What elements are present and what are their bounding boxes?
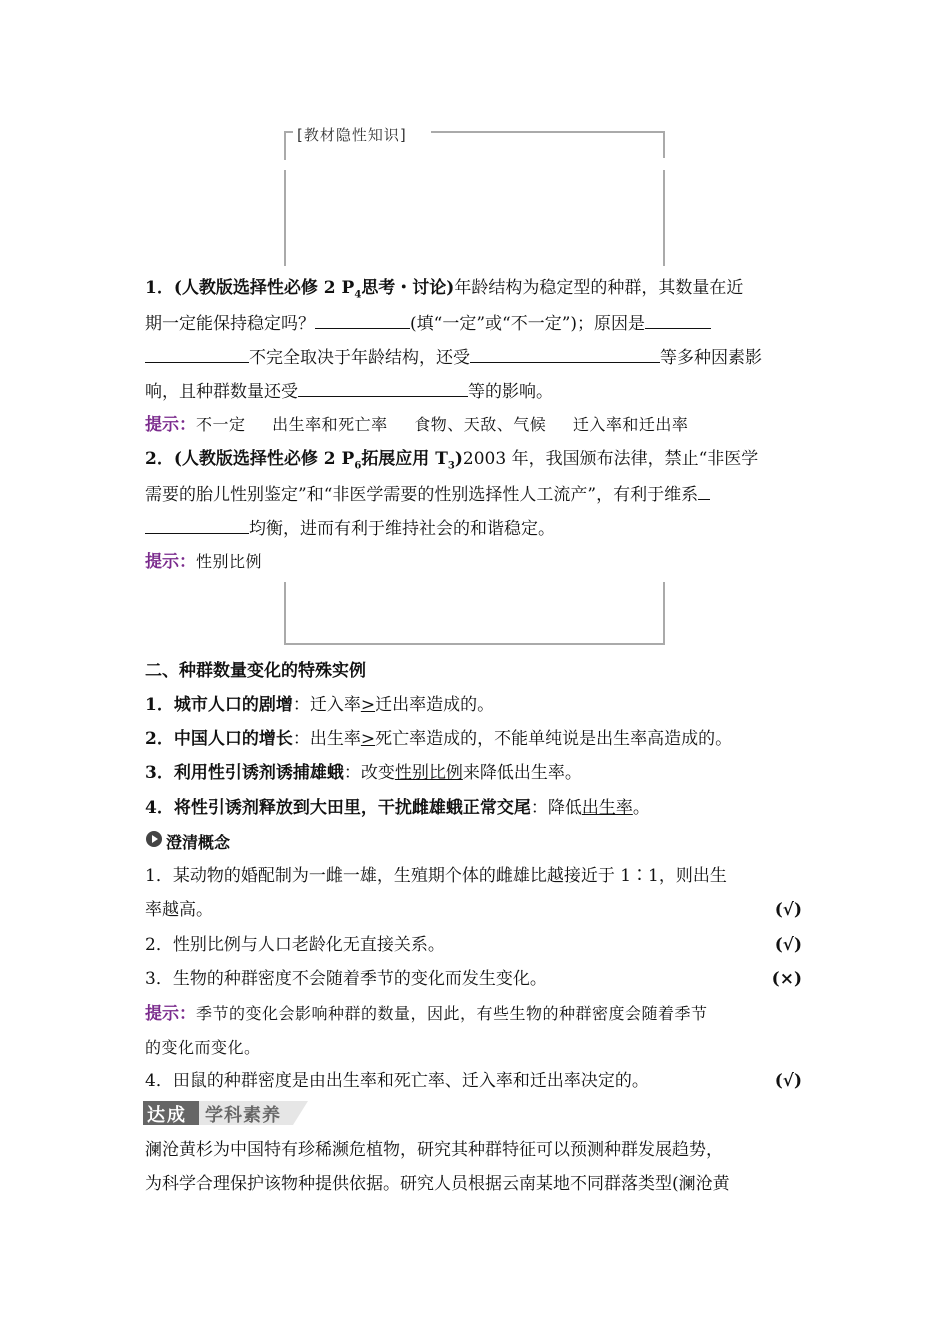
clarify-q4: 4．田鼠的种群密度是由出生率和死亡率、迁入率和迁出率决定的。 (√)	[145, 1071, 802, 1091]
literacy-tag-b: 学科素养	[205, 1105, 281, 1126]
frame-bottom-border	[283, 580, 669, 648]
q1-line3: 不完全取决于年龄结构，还受 等多种因素影	[145, 344, 810, 370]
literacy-para-line2: 为科学合理保护该物种提供依据。研究人员根据云南某地不同群落类型(澜沧黄	[145, 1174, 730, 1194]
literacy-tag-a: 达成	[147, 1105, 187, 1126]
list-item: 2．中国人口的增长：出生率>死亡率造成的，不能单纯说是出生率高造成的。	[145, 729, 733, 749]
answer-blank[interactable]	[145, 515, 249, 534]
hint-1: 提示：不一定 出生率和死亡率 食物、天敌、气候 迁入率和迁出率	[145, 415, 689, 435]
answer-blank[interactable]	[470, 344, 660, 363]
answer-blank[interactable]	[315, 310, 410, 329]
list-item: 4．将性引诱剂释放到大田里，干扰雌雄蛾正常交尾：降低出生率。	[145, 798, 650, 818]
list-item: 3．利用性引诱剂诱捕雄蛾：改变性别比例来降低出生率。	[145, 763, 582, 783]
q1-line2: 期一定能保持稳定吗？ (填“一定”或“不一定”)；原因是	[145, 310, 810, 336]
q1-line4: 响，且种群数量还受 等的影响。	[145, 378, 810, 404]
clarify-q1-line2: 率越高。 (√)	[145, 900, 802, 920]
frame-top-border	[283, 130, 669, 270]
clarify-q2: 2．性别比例与人口老龄化无直接关系。 (√)	[145, 935, 802, 955]
clarify-title: 澄清概念	[145, 830, 810, 855]
q1-line1: 1．(人教版选择性必修 2 $P_4$思考・讨论)年龄结构为稳定型的种群，其数量在近	[145, 278, 744, 301]
check-mark: (√)	[774, 900, 802, 920]
clarify-q1-line1: 1．某动物的婚配制为一雌一雄，生殖期个体的雌雄比越接近于 1∶1，则出生	[145, 866, 727, 886]
hint-2: 提示：性别比例	[145, 552, 263, 572]
answer-blank[interactable]	[645, 310, 711, 329]
check-mark: (√)	[774, 1071, 802, 1091]
answer-blank[interactable]	[145, 344, 249, 363]
literacy-banner	[143, 1099, 308, 1127]
play-circle-icon	[145, 830, 163, 848]
check-mark: (√)	[774, 935, 802, 955]
answer-blank[interactable]	[298, 378, 468, 397]
list-item: 1．城市人口的剧增：迁入率>迁出率造成的。	[145, 695, 495, 715]
section-heading: 二、种群数量变化的特殊实例	[145, 661, 366, 681]
answer-blank[interactable]	[698, 481, 710, 500]
q2-line2: 需要的胎儿性别鉴定”和“非医学需要的性别选择性人工流产”，有利于维系	[145, 481, 810, 507]
literacy-para-line1: 澜沧黄杉为中国特有珍稀濒危植物，研究其种群特征可以预测种群发展趋势，	[145, 1140, 723, 1160]
q2-line3: 均衡，进而有利于维持社会的和谐稳定。	[145, 515, 810, 541]
clarify-q3: 3．生物的种群密度不会随着季节的变化而发生变化。 (×)	[145, 969, 802, 989]
clarify-hint-line2: 的变化而变化。	[145, 1038, 261, 1057]
frame-title: [教材隐性知识]	[293, 124, 411, 145]
q2-line1: 2．(人教版选择性必修 2 $P_6$拓展应用 $T_3)2003$ 年，我国颁布法律，禁止“非医学	[145, 449, 759, 472]
clarify-hint-line1: 提示：季节的变化会影响种群的数量，因此，有些生物的种群密度会随着季节	[145, 1004, 708, 1024]
cross-mark: (×)	[771, 969, 802, 989]
